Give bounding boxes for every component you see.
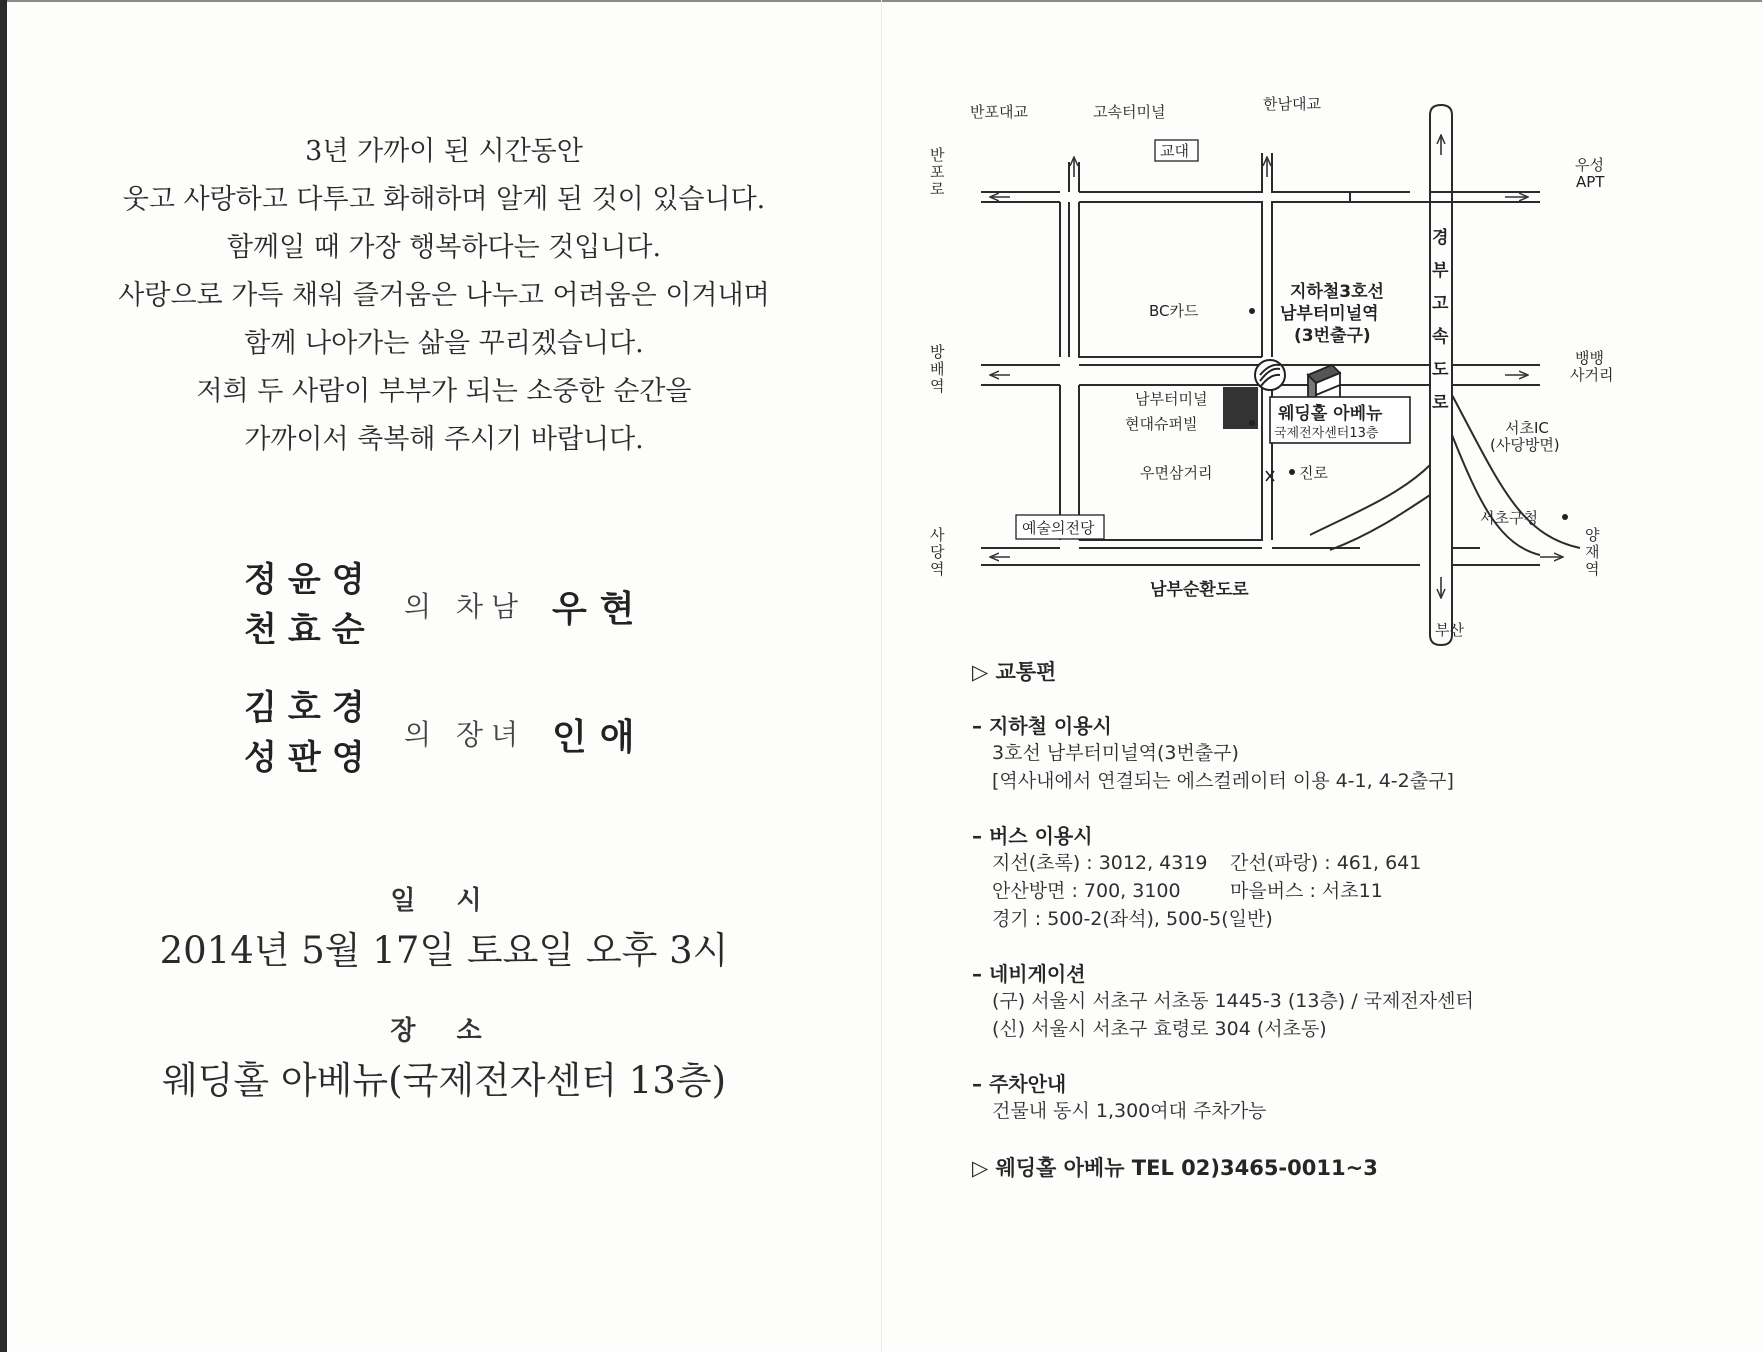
place-value: 웨딩홀 아베뉴(국제전자센터 13층): [161, 1059, 727, 1102]
bccard-dot: [1249, 308, 1255, 314]
subway-station-icon: [1255, 360, 1285, 390]
label-nambu-terminal: 남부터미널: [1135, 390, 1208, 408]
groom-family: [244, 555, 744, 655]
label-expressway-1: 경: [1432, 228, 1449, 248]
subway-line: [역사내에서 연결되는 에스컬레이터 이용 4-1, 4-2출구]: [992, 770, 1454, 792]
directions-title: ▷ 교통편: [972, 660, 1057, 684]
bus-extra: 경기 : 500-2(좌석), 500-5(일반): [992, 908, 1273, 930]
label-arts-center: 예술의전당: [1022, 519, 1095, 537]
bus-route: 지선(초록) : 3012, 4319: [992, 852, 1208, 874]
label-sadang-2: 당: [930, 543, 945, 561]
jinro-dot: [1289, 469, 1295, 475]
bride-name: 인애: [552, 717, 648, 758]
label-venue-building: 국제전자센터13층: [1274, 426, 1379, 441]
message-line: 함께 나아가는 삶을 꾸리겠습니다.: [244, 328, 644, 359]
bus-row: [992, 848, 1422, 875]
label-expressway-4: 속: [1432, 327, 1449, 347]
fold-line: [881, 0, 882, 1352]
label-hannam-bridge: 한남대교: [1263, 95, 1321, 113]
label-subway-3: (3번출구): [1294, 326, 1371, 346]
navigation-line: (신) 서울시 서초구 효령로 304 (서초동): [992, 1018, 1327, 1040]
bus-route: 간선(파랑) : 461, 641: [1230, 852, 1422, 874]
message-line: 웃고 사랑하고 다투고 화해하며 알게 된 것이 있습니다.: [122, 184, 766, 215]
groom-father: 정윤영: [244, 560, 376, 600]
parking-title: – 주차안내: [972, 1072, 1067, 1096]
bus-route: 안산방면 : 700, 3100: [992, 880, 1181, 902]
label-banpo-bridge: 반포대교: [970, 103, 1028, 121]
label-yangjae-3: 역: [1585, 560, 1600, 578]
groom-mother: 천효순: [244, 610, 376, 650]
groom-relation: 의 차남: [404, 590, 527, 623]
label-seocho-ic-1: 서초IC: [1505, 419, 1549, 437]
navigation-line: (구) 서울시 서초구 서초동 1445-3 (13층) / 국제전자센터: [992, 990, 1474, 1012]
label-yangjae-1: 양: [1585, 526, 1600, 544]
label-expressway-3: 고: [1432, 294, 1449, 314]
label-nambu-ring-road: 남부순환도로: [1150, 580, 1249, 600]
label-banpo-3: 로: [930, 180, 945, 198]
label-sadang-3: 역: [930, 560, 945, 578]
label-bangbae-2: 배: [930, 360, 945, 378]
bus-title: – 버스 이용시: [972, 824, 1093, 848]
bride-mother: 성판영: [244, 738, 376, 778]
message-line: 함께일 때 가장 행복하다는 것입니다.: [226, 232, 662, 263]
message-line: 사랑으로 가득 채워 즐거움은 나누고 어려움은 이겨내며: [118, 280, 770, 311]
date-value: 2014년 5월 17일 토요일 오후 3시: [159, 929, 729, 972]
bus-row: [992, 876, 1383, 903]
page-edge: [0, 0, 7, 1352]
bride-relation: 의 장녀: [404, 718, 527, 751]
navigation-title: – 네비게이션: [972, 962, 1086, 986]
label-bus-terminal: 고속터미널: [1093, 103, 1166, 121]
label-woosung-1: 우성: [1575, 156, 1604, 174]
label-banpo-2: 포: [930, 163, 945, 181]
contact-line: ▷ 웨딩홀 아베뉴 TEL 02)3465-0011~3: [972, 1156, 1378, 1180]
label-expressway-6: 로: [1432, 393, 1449, 413]
label-bangbae-1: 방: [930, 343, 945, 361]
label-yangjae-2: 재: [1585, 543, 1600, 561]
place-label: 장 소: [390, 1016, 498, 1046]
label-subway-2: 남부터미널역: [1280, 304, 1379, 324]
label-post-office: 우면삼거리: [1140, 464, 1213, 482]
label-busan: 부산: [1435, 621, 1464, 639]
location-map: [930, 95, 1660, 659]
label-expressway-2: 부: [1432, 261, 1449, 281]
label-seocho-ic-2: (사당방면): [1490, 436, 1560, 454]
groom-name: 우현: [552, 589, 648, 630]
invitation-page: [8, 0, 880, 1352]
bride-family: [244, 683, 744, 783]
label-bbangbbang-2: 사거리: [1570, 366, 1614, 384]
bride-father: 김호경: [244, 688, 376, 728]
message-line: 저희 두 사람이 부부가 되는 소중한 순간을: [196, 376, 692, 407]
label-venue-name: 웨딩홀 아베뉴: [1278, 404, 1383, 424]
label-gyodae: 교대: [1160, 142, 1189, 160]
message-line: 가까이서 축복해 주시기 바랍니다.: [244, 424, 644, 455]
parking-line: 건물내 동시 1,300여대 주차가능: [992, 1100, 1267, 1122]
message-line: 3년 가까이 된 시간동안: [305, 136, 583, 167]
hyundai-dot: [1249, 420, 1255, 426]
label-sadang-1: 사: [930, 526, 945, 544]
seocho-office-dot: [1562, 514, 1568, 520]
label-expressway-5: 도: [1432, 360, 1449, 380]
date-label: 일 시: [390, 886, 498, 916]
invitation-message: [8, 128, 880, 464]
label-subway-1: 지하철3호선: [1290, 282, 1384, 302]
label-hyundai: 현대슈퍼빌: [1125, 415, 1198, 433]
bride-parents: [244, 683, 376, 783]
groom-parents: [244, 555, 376, 655]
label-bbangbbang-1: 뱅뱅: [1575, 349, 1604, 367]
label-bccard: BC카드: [1149, 302, 1199, 320]
label-jinro: 진로: [1299, 464, 1328, 482]
subway-title: – 지하철 이용시: [972, 714, 1112, 738]
label-woosung-2: APT: [1576, 173, 1605, 191]
label-banpo-1: 반: [930, 146, 945, 164]
bus-route: 마을버스 : 서초11: [1230, 880, 1383, 902]
label-seocho-office: 서초구청: [1480, 509, 1538, 527]
label-bangbae-3: 역: [930, 377, 945, 395]
subway-line: 3호선 남부터미널역(3번출구): [992, 742, 1239, 764]
